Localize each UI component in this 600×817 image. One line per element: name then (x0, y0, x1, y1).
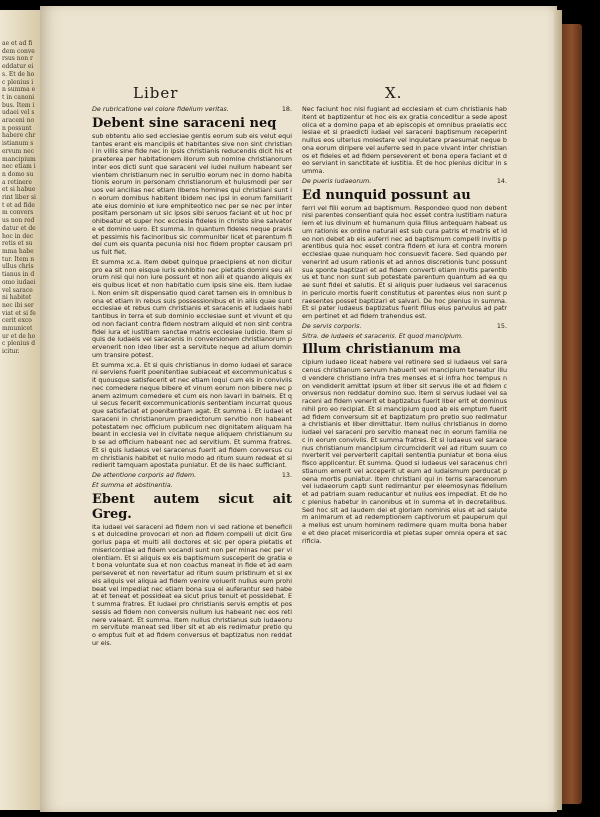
section-number: 15. (496, 321, 507, 330)
section-heading: Ed nunquid possunt au (302, 187, 471, 203)
running-header-left: Liber (133, 84, 179, 102)
facing-page-edge (0, 10, 40, 810)
running-header-right: X. (385, 84, 403, 102)
paragraph: cipium iudaeo liceat habere vel retinere sed si iudaeus vel saracenus christianum servum habuerit vel mancipium teneatur illud vendere christiano infra tres menses et si infra hoc tempus non vendiderit amittat ipsum et liber sit servus ille et ad fidem conversus non reddatur domino suo. Item si servus iudaei vel saraceni ad fidem venerit et baptizatus fuerit liber erit et dominus nihil pro eo recipiat. Et si mancipium quod ab eis emptum fuerit ad fidem conversum sit et baptizatum pro pretio suo redimatur a christianis et liber dimittatur. Item nullus christianus in domo iudaei vel saraceni pro servitio maneat nec in eorum familia nec in eorum conviviis. Et summa fratres. Et si iudaeus vel saracenus christianum mancipium circumciderit vel ad ritum suum converterit vel perverterit capitali sententia puniatur et bona eius fisco applicentur. Et summa. Quod si iudaeus vel saracenus christianum emerit vel acceperit ut eum ad iudaismum perducat poena mortis puniatur. Item christiani qui in terris saracenorum vel iudaeorum capti sunt redimantur per eleemosynas fidelium et ad patriam suam reducantur et nullus eos impediat. Et de hoc plenius habetur in canonibus et in summa et in decretalibus. Sed hoc sit ad laudem dei et gloriam nominis eius et ad salutem animarum et ad redemptionem captivorum et pauperum quia melius est unum hominem redimere quam multa bona habere et deo placet misericordia et pietas super omnia opera et sacrificia. (302, 358, 507, 545)
section-heading: Illum christianum ma (302, 342, 461, 358)
page-block-edge (554, 10, 562, 810)
section-caption (302, 323, 507, 331)
paragraph: Et summa xc.a. Et si quis christianus in domo iudaei et saraceni serviens fuerit poenitentiae subiaceat et excommunicatus sit quousque satisfecerit et nec etiam loqui cum eis in conviviis nec comedere neque bibere et vinum eorum non bibere nec panem azimum comedere et cum eis non lavari in balneis. Et qui secus fecerit excommunicationis sententiam incurrat quousque satisfaciat et poenitentiam agat. Et summa i. Et iudaei et saraceni in christianorum praedictorum servitio non habeant potestatem nec officium publicum nec dignitatem aliquam habeant in ecclesia vel in civitate neque aliquem christianum sub se ad officium habeant nec ad servitium. Et summa fratres. Et si quis iudaeus vel saracenus fuerit ad fidem conversus cum christianis habitet et nullo modo ad ritum suum redeat et si redierit tamquam apostata puniatur. Et de iis haec sufficiant. (92, 360, 292, 470)
book-page (40, 6, 557, 812)
paragraph: ferri vel filii eorum ad baptismum. Respondeo quod non debent nisi parentes consentiant quia hoc esset contra iustitiam naturalem et ius divinum et humanum quia filius antequam habeat usum rationis ex ordine naturali est sub cura patris et matris et ideo non debet ab eis auferri nec ad baptismum compelli invitis parentibus quia hoc esset contra fidem et iura et contra morem ecclesiae quae nunquam hoc consuevit facere. Sed quando pervenerint ad usum rationis et ad annos discretionis tunc possunt sua sponte baptizari et ad fidem converti etiam invitis parentibus et tunc non sunt sub potestate parentum quantum ad ea quae sunt fidei et salutis. Et si aliquis puer iudaeus vel saracenus in periculo mortis fuerit constitutus et parentes eius non sunt praesentes posset baptizari et salvari. De hoc plenius in summa. Et si pater iudaeus baptizatus fuerit filius eius parvulus ad patrem pertinet et ad fidem trahendus est. (302, 203, 507, 320)
section-caption-text: De rubricatione vel colore fidelium veritas. (92, 105, 229, 113)
right-text-column (302, 106, 507, 547)
facing-page-text: ae et ad fidem conversus non reddatur eis. Et de hoc plenius in summa et in canonibus. Item iudaei vel saraceni non possunt habere christianum servum nec mancipium nec etiam in domo sua retinere et si habuerint liber sit et ad fidem conversus non reddatur et de hoc in decretis et summa habetur. Item nullus christianus in domo iudaei vel saraceni habitet nec ibi serviat et si fecerit excommunicetur et de hoc plenius dicitur. (2, 40, 36, 356)
section-number: 14. (496, 176, 507, 185)
book-cover (562, 24, 582, 804)
paragraph: sub obtentu alio sed ecclesiae gentis eorum sub eis velut equitantes erant eis mancipiis et habitantes sive non sint christiani in villis sine fide nec in ipsis christianis reducendis dicit his et praeterea per habitationem illorum sub nomine christianorum inter eos dicti sunt que saraceni vel iudei nullum habeant servientem christianum nec in seruitio eorum nec in domo habitationis eorum in personam christianorum et huiusmodi per seruos vel ancillas nec etiam liberos homines qui christiani sunt in eorum domibus habitent ibidem nec ipsi in eorum familiaritate eius dominio et iure emphiteotico nec per se nec per interpositam personam ut sic ipsos sibi seruos faciant et ut hoc prohibeatur et super hoc ecclesia fideles in christo sine salvatore et domino uero. Et summa. In quantum fideles neque pravis et pessimis his facinoribus sic communiter licet et parentum fidei cum eis quanta pecunia nisi hoc fidem propter causam prius fuit fiet. (92, 131, 292, 256)
section-caption (302, 178, 507, 186)
section-heading: Debent sine saraceni neq (92, 115, 277, 131)
section-number: 18. (281, 105, 292, 113)
section-caption-text: De pueris iudaeorum. (302, 176, 372, 185)
paragraph: Nec faciunt hoc nisi fugiant ad ecclesiam et cum christianis habitent et baptizentur et hoc eis ex gratia conceditur a sede apostolica et a domino papa et ab episcopis et omnibus praelatis ecclesiae et si praedicti iudaei vel saraceni baptismum receperint nullus eos ulterius molestare vel inquietare praesumat neque bona eorum diripere vel auferre sed in pace vivant inter christianos et fideles et ad fidem perseverent et bona opera faciant et deo serviant in sanctitate et iustitia. Et de hoc plenius dicitur in summa. (302, 105, 507, 175)
section-number: 13. (281, 471, 292, 479)
section-caption (92, 482, 292, 490)
section-heading: Ebent autem sicut ait Greg. (92, 491, 292, 522)
left-text-column (92, 106, 292, 650)
section-caption-text: De servis corporis. (302, 321, 362, 330)
section-caption (302, 333, 507, 341)
section-caption-text: Et summa et abstinentia. (92, 480, 173, 489)
section-caption (92, 106, 292, 114)
section-caption (92, 472, 292, 480)
paragraph: Et summa xc.a. Item debet quinque praecipiens et non dicitur pro ea sit non eisque iuris exhibitio nec pietatis domini seu aliorum nisi qui non iure possunt et non alii et quando aliquis ex eis quibus licet et non habitatio cum ipsis sine eis. Item iudaei. Non enim sit dispensatio quod caret tamen eis in omnibus bona et etiam in rebus suis possessionibus et in aliis quae sunt ecclesiae et rebus cum christianis et saracenis et iudaeis habitantibus in terra et sub dominio ecclesiae sunt et vivunt et quod non faciant contra fidem nostram aliquid et non sint contra fidei iura et iustitiam sanctae matris ecclesiae iudicio. Item si quis de iudaeis vel saracenis in conversionem christianorum pervenerit non ideo liber est a servitute neque ad alium dominum transire potest. (92, 257, 292, 359)
paragraph: Ita iudaei vel saraceni ad fidem non vi sed ratione et beneficiis et dulcedine provocari et non ad fidem compelli ut dicit Gregorius papa et multi alii doctores et sic per opera pietatis et misericordiae ad fidem vocandi sunt non per minas nec per violentiam. Et si aliquis ex eis baptismum susceperit de gratia et bona voluntate sua et non coactus maneat in fide et ad eam perseveret et non revertatur ad ritum suum pristinum et si ex eis aliquis vel aliqua ad fidem venire voluerit nullus eum prohibeat vel impediat nec etiam bona sua ei auferantur sed habeat et teneat et possideat ea sicut prius tenuit et possidebat. Et summa fratres. Et iudaei pro christianis servis emptis et possessis ad fidem non conversis nullum ius habeant nec eos retinere valeant. Et summa. Item nullus christianus sub iudaeorum servitute maneat sed liber sit et ab eis redimatur pretio quo emptus fuit et ad fidem conversus et baptizatus non reddatur eis. (92, 522, 292, 647)
section-caption-text: De attentione corporis ad fidem. (92, 471, 197, 479)
section-caption-text: Sitra. de iudaeis et saracenis. Et quod mancipium. (302, 331, 464, 340)
